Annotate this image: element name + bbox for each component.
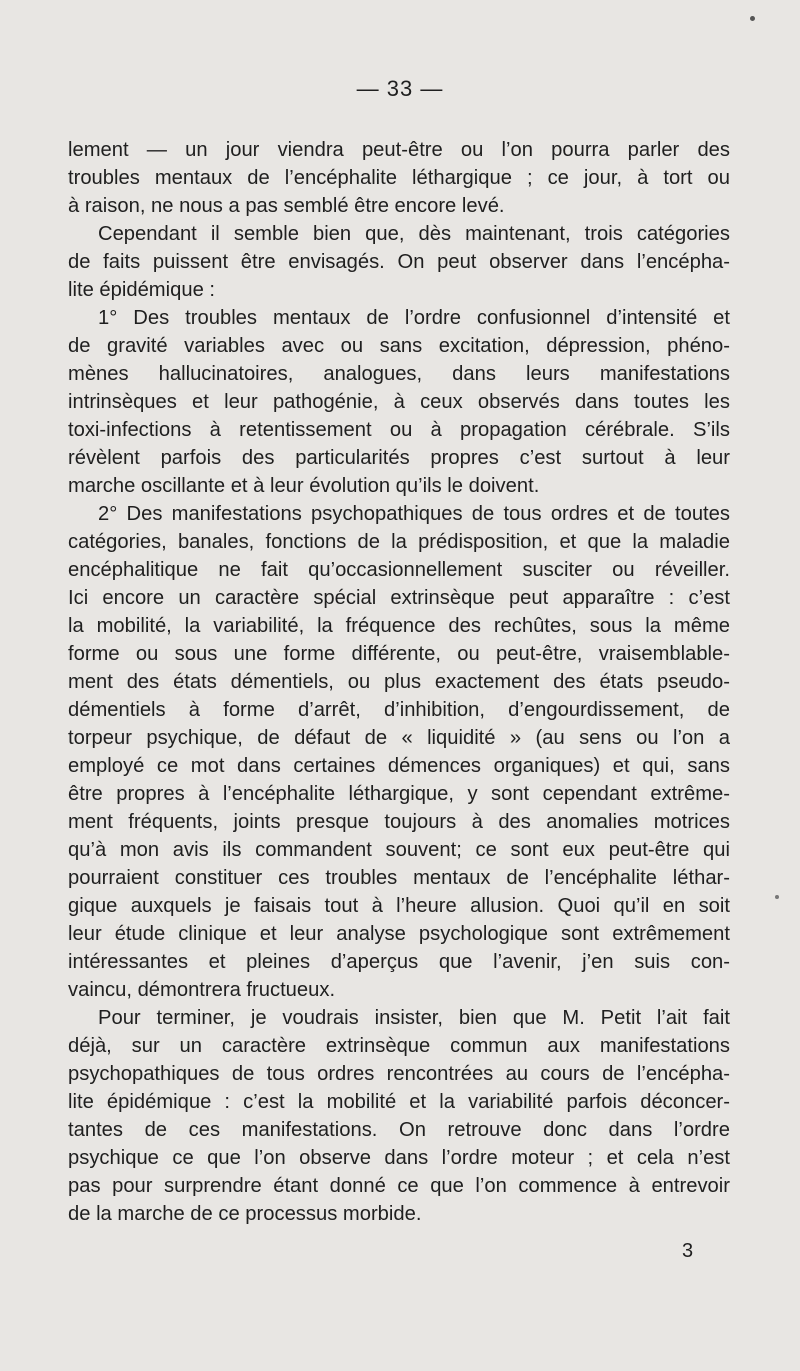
text-line: employé ce mot dans certaines démences organiques) et qui, sans (68, 755, 730, 777)
text-line: démentiels à forme d’arrêt, d’inhibition, d’engourdissement, de (68, 699, 730, 721)
body-text (68, 136, 730, 1228)
text-line: encéphalitique ne fait qu’occasionnellement susciter ou réveiller. (68, 559, 730, 581)
text-line: ment des états démentiels, ou plus exactement des états pseudo- (68, 671, 730, 693)
text-line: lite épidémique : c’est la mobilité et la variabilité parfois déconcer- (68, 1091, 730, 1113)
text-line: intrinsèques et leur pathogénie, à ceux observés dans toutes les (68, 391, 730, 413)
text-line: de faits puissent être envisagés. On peut observer dans l’encépha- (68, 251, 730, 273)
text-line: être propres à l’encéphalite léthargique, y sont cependant extrême- (68, 783, 730, 805)
text-line: toxi-infections à retentissement ou à propagation cérébrale. S’ils (68, 419, 730, 441)
text-line: leur étude clinique et leur analyse psychologique sont extrêmement (68, 923, 730, 945)
text-line: lement — un jour viendra peut-être ou l’on pourra parler des (68, 139, 730, 161)
text-line: vaincu, démontrera fructueux. (68, 979, 336, 1001)
text-line: Pour terminer, je voudrais insister, bien que M. Petit l’ait fait (98, 1007, 730, 1029)
text-line: 2° Des manifestations psychopathiques de tous ordres et de toutes (98, 503, 730, 525)
text-line: ment fréquents, joints presque toujours à des anomalies motrices (68, 811, 730, 833)
page-number: — 33 — (356, 76, 444, 101)
text-line: psychique ce que l’on observe dans l’ordre moteur ; et cela n’est (68, 1147, 730, 1169)
text-line: de la marche de ce processus morbide. (68, 1203, 422, 1225)
text-line: marche oscillante et à leur évolution qu’ils le doivent. (68, 475, 540, 497)
text-line: psychopathiques de tous ordres rencontrées au cours de l’encépha- (68, 1063, 730, 1085)
text-line: révèlent parfois des particularités propres c’est surtout à leur (68, 447, 730, 469)
text-line: pourraient constituer ces troubles mentaux de l’encéphalite léthar- (68, 867, 730, 889)
text-line: 1° Des troubles mentaux de l’ordre confusionnel d’intensité et (98, 307, 730, 329)
text-line: lite épidémique : (68, 279, 216, 301)
text-line: mènes hallucinatoires, analogues, dans leurs manifestations (68, 363, 730, 385)
print-speck (775, 895, 779, 899)
text-line: qu’à mon avis ils commandent souvent; ce sont eux peut-être qui (68, 839, 730, 861)
text-line: troubles mentaux de l’encéphalite léthargique ; ce jour, à tort ou (68, 167, 730, 189)
text-line: torpeur psychique, de défaut de « liquidité » (au sens ou l’on a (68, 727, 730, 749)
text-line: intéressantes et pleines d’aperçus que l’avenir, j’en suis con- (68, 951, 730, 973)
text-line: de gravité variables avec ou sans excitation, dépression, phéno- (68, 335, 730, 357)
text-line: Ici encore un caractère spécial extrinsèque peut apparaître : c’est (68, 587, 730, 609)
text-line: Cependant il semble bien que, dès maintenant, trois catégories (98, 223, 730, 245)
print-speck (750, 16, 755, 21)
text-line: la mobilité, la variabilité, la fréquence des rechûtes, sous la même (68, 615, 730, 637)
text-line: tantes de ces manifestations. On retrouve donc dans l’ordre (68, 1119, 730, 1141)
signature-mark: 3 (682, 1240, 694, 1262)
text-line: pas pour surprendre étant donné ce que l’on commence à entrevoir (68, 1175, 730, 1197)
text-line: catégories, banales, fonctions de la prédisposition, et que la maladie (68, 531, 730, 553)
text-line: gique auxquels je faisais tout à l’heure allusion. Quoi qu’il en soit (68, 895, 730, 917)
text-line: déjà, sur un caractère extrinsèque commun aux manifestations (68, 1035, 730, 1057)
text-line: à raison, ne nous a pas semblé être encore levé. (68, 195, 505, 217)
text-line: forme ou sous une forme différente, ou peut-être, vraisemblable- (68, 643, 730, 665)
